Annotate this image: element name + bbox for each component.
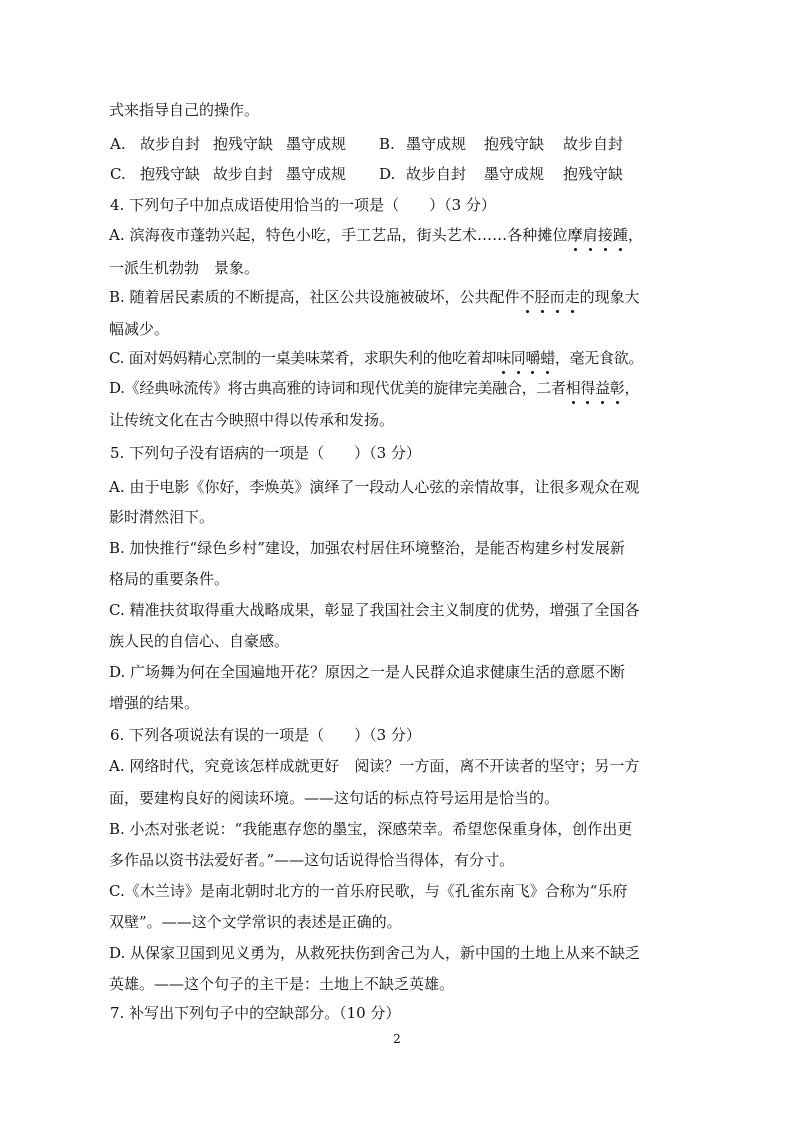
- q4-option-a-text: A. 滨海夜市蓬勃兴起，特色小吃，手工艺品，街头艺术……各种摊位: [109, 226, 568, 244]
- q4-option-d: [109, 378, 639, 398]
- intro-tail-line: 式来指导自己的操作。: [109, 101, 260, 119]
- q3-option-a-item-1: 故步自封: [140, 135, 201, 153]
- q3-option-b-item-1: 墨守成规: [406, 135, 467, 153]
- q3-option-d-item-1: 故步自封: [406, 165, 467, 183]
- q4-option-b-idiom: 不胫而走: [519, 288, 580, 306]
- q4-option-b-line-2: 幅减少。: [109, 320, 170, 338]
- q3-option-a-item-3: 墨守成规: [286, 135, 347, 153]
- q4-option-d-text: D.《经典咏流传》将古典高雅的诗词和现代优美的旋律完美融合，二者: [109, 379, 566, 397]
- q4-option-d-line-2: 让传统文化在古今映照中得以传承和发扬。: [109, 411, 395, 429]
- q4-option-c-text: C. 面对妈妈精心烹制的一桌美味菜肴，求职失利的他吃着却: [109, 349, 497, 367]
- q6-option-a-line-2: 面，要建构良好的阅读环境。——这句话的标点符号运用是恰当的。: [109, 789, 560, 807]
- q6-option-b-line-2: 多作品以资书法爱好者。”——这句话说得恰当得体，有分寸。: [109, 851, 515, 869]
- q5-option-b-line-2: 格局的重要条件。: [109, 570, 230, 588]
- q3-option-d-item-3: 抱残守缺: [563, 165, 624, 183]
- q4-option-c: [109, 348, 643, 368]
- q3-option-b-item-2: 抱残守缺: [484, 135, 545, 153]
- q4-option-c-text-end: ，毫无食欲。: [554, 349, 644, 367]
- q5-option-c: C. 精准扶贫取得重大战略成果，彰显了我国社会主义制度的优势，增强了全国各: [109, 601, 640, 619]
- q4-option-b-text: B. 随着居民素质的不断提高，社区公共设施被破坏，公共配件: [109, 288, 520, 306]
- q6-option-d-line-2: 英雄。——这个句子的主干是：土地上不缺乏英雄。: [109, 975, 455, 993]
- q3-option-b-item-3: 故步自封: [563, 135, 624, 153]
- q3-options-row-2: [110, 164, 623, 184]
- q3-option-c-item-2: 故步自封: [213, 165, 274, 183]
- q3-option-c-item-1: 抱残守缺: [140, 165, 201, 183]
- q7-stem: 7. 补写出下列句子中的空缺部分。（10 分）: [110, 1004, 401, 1022]
- q4-option-a-idiom: 摩肩接踵: [567, 226, 629, 244]
- q5-option-c-line-2: 族人民的自信心、自豪感。: [109, 632, 290, 650]
- q6-stem: 6. 下列各项说法有误的一项是（ ）（3 分）: [110, 726, 421, 744]
- q4-option-b-text-end: 的现象大: [579, 288, 640, 306]
- q3-option-d-label: D.: [379, 165, 396, 183]
- q4-option-a-text-end: ，: [628, 226, 644, 244]
- q4-option-c-idiom: 味同嚼蜡: [496, 349, 555, 367]
- q3-option-c-label: C.: [110, 165, 126, 183]
- q4-option-a: [109, 225, 643, 245]
- q3-option-a-label: A.: [110, 135, 126, 153]
- q3-options-row-1: [110, 134, 623, 154]
- q3-option-c-item-3: 墨守成规: [286, 165, 347, 183]
- q5-stem: 5. 下列句子没有语病的一项是（ ）（3 分）: [110, 444, 421, 462]
- q5-option-a: A. 由于电影《你好，李焕英》演绎了一段动人心弦的亲情故事，让很多观众在观: [109, 478, 640, 496]
- q4-option-a-line-2: 一派生机勃勃 景象。: [109, 259, 260, 277]
- q4-stem: 4. 下列句子中加点成语使用恰当的一项是（ ）（3 分）: [110, 196, 496, 214]
- q6-option-c-line-2: 双壁”。——这个文学常识的表述是正确的。: [109, 913, 402, 931]
- q5-option-b: B. 加快推行“绿色乡村”建设，加强农村居住环境整治，是能否构建乡村发展新: [109, 539, 625, 557]
- q4-option-d-idiom: 相得益彰: [565, 379, 625, 397]
- page-number: 2: [393, 1032, 401, 1046]
- q6-option-c: C.《木兰诗》是南北朝时北方的一首乐府民歌，与《孔雀东南飞》合称为“乐府: [109, 882, 628, 900]
- q5-option-a-line-2: 影时潸然泪下。: [109, 508, 215, 526]
- q3-option-a-item-2: 抱残守缺: [213, 135, 274, 153]
- q4-option-b: [109, 287, 640, 307]
- q3-option-b-label: B.: [379, 135, 395, 153]
- q5-option-d: D. 广场舞为何在全国遍地开花？原因之一是人民群众追求健康生活的意愿不断: [109, 663, 626, 681]
- q3-option-d-item-2: 墨守成规: [484, 165, 545, 183]
- q6-option-a: A. 网络时代，究竟该怎样成就更好 阅读？一方面，离不开读者的坚守；另一方: [109, 757, 640, 775]
- q6-option-d: D. 从保家卫国到见义勇为，从救死扶伤到舍己为人，新中国的土地上从来不缺乏: [109, 944, 641, 962]
- q6-option-b: B. 小杰对张老说：“我能惠存您的墨宝，深感荣幸。希望您保重身体，创作出更: [109, 820, 633, 838]
- q5-option-d-line-2: 增强的结果。: [109, 694, 200, 712]
- q4-option-d-text-end: ，: [624, 379, 640, 397]
